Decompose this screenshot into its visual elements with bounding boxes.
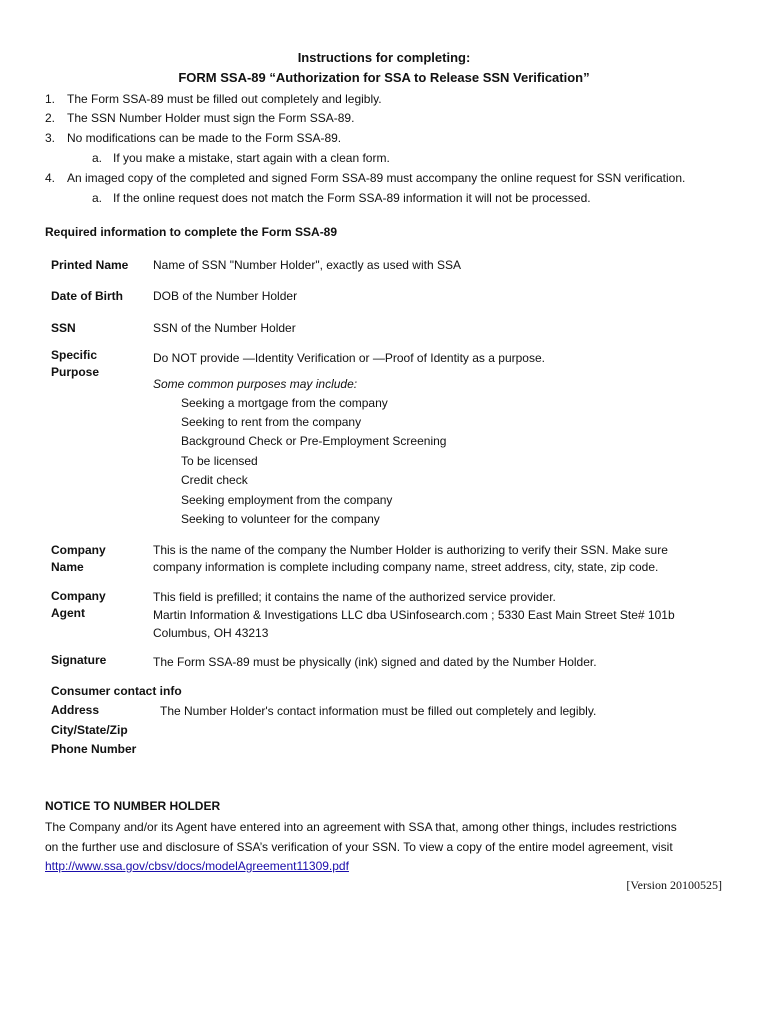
- notice-text-line-2: on the further use and disclosure of SSA’s verification of your SSN. To view a copy of the entire model agreement, visit: [45, 840, 673, 854]
- field-label-ssn: SSN: [51, 321, 76, 335]
- field-desc-company-name-2: company information is complete including company name, street address, city, state, zip code.: [153, 560, 659, 574]
- instruction-number: 2.: [45, 111, 56, 125]
- instruction-sub-text: If you make a mistake, start again with a clean form.: [113, 151, 390, 165]
- contact-label-address: Address: [51, 703, 100, 717]
- instruction-number: 4.: [45, 171, 56, 185]
- field-label-dob: Date of Birth: [51, 289, 123, 303]
- title-line-2: FORM SSA-89 “Authorization for SSA to Release SSN Verification”: [178, 70, 590, 85]
- field-label-purpose-2: Purpose: [51, 365, 100, 379]
- field-label-signature: Signature: [51, 653, 107, 667]
- list-item: To be licensed: [181, 454, 258, 468]
- instruction-sub-text: If the online request does not match the Form SSA-89 information it will not be processed.: [113, 191, 591, 205]
- instruction-number: 1.: [45, 92, 56, 106]
- field-label-purpose-1: Specific: [51, 348, 98, 362]
- contact-label-city-state-zip: City/State/Zip: [51, 723, 128, 737]
- field-desc-company-agent-1: This field is prefilled; it contains the name of the authorized service provider.: [153, 590, 556, 604]
- field-label-company-name-1: Company: [51, 543, 106, 557]
- field-desc-company-name-1: This is the name of the company the Number Holder is authorizing to verify their SSN. Make sure: [153, 543, 668, 557]
- common-purposes-intro: Some common purposes may include:: [153, 377, 358, 391]
- field-desc-signature: The Form SSA-89 must be physically (ink) signed and dated by the Number Holder.: [153, 655, 597, 669]
- list-item: Background Check or Pre-Employment Screening: [181, 434, 447, 448]
- field-desc-contact: The Number Holder's contact information must be filled out completely and legibly.: [160, 704, 597, 718]
- list-item: Seeking employment from the company: [181, 493, 393, 507]
- model-agreement-link[interactable]: http://www.ssa.gov/cbsv/docs/modelAgreement11309.pdf: [45, 859, 349, 873]
- notice-heading: NOTICE TO NUMBER HOLDER: [45, 799, 221, 813]
- field-desc-company-agent-2: Martin Information & Investigations LLC dba USinfosearch.com ; 5330 East Main Street Ste# 101b: [153, 608, 675, 622]
- field-desc-ssn: SSN of the Number Holder: [153, 321, 296, 335]
- field-label-company-agent-2: Agent: [51, 606, 85, 620]
- instruction-sub-letter: a.: [92, 151, 103, 165]
- field-desc-dob: DOB of the Number Holder: [153, 289, 298, 303]
- list-item: Credit check: [181, 473, 248, 487]
- title-line-1: Instructions for completing:: [297, 50, 471, 65]
- required-info-heading: Required information to complete the Form SSA-89: [45, 225, 338, 239]
- instruction-text: The SSN Number Holder must sign the Form SSA-89.: [67, 111, 355, 125]
- notice-text-line-1: The Company and/or its Agent have entered into an agreement with SSA that, among other things, includes restrictions: [45, 820, 677, 834]
- instruction-text: No modifications can be made to the Form SSA-89.: [67, 131, 342, 145]
- field-label-company-agent-1: Company: [51, 589, 106, 603]
- instruction-text: The Form SSA-89 must be filled out completely and legibly.: [67, 92, 382, 106]
- list-item: Seeking to volunteer for the company: [181, 512, 380, 526]
- field-desc-purpose: Do NOT provide —Identity Verification or —Proof of Identity as a purpose.: [153, 351, 545, 365]
- version-label: [Version 20100525]: [626, 878, 722, 892]
- field-desc-company-agent-3: Columbus, OH 43213: [153, 626, 269, 640]
- list-item: Seeking to rent from the company: [181, 415, 362, 429]
- contact-info-heading: Consumer contact info: [51, 684, 182, 698]
- field-desc-printed-name: Name of SSN "Number Holder", exactly as used with SSA: [153, 258, 461, 272]
- list-item: Seeking a mortgage from the company: [181, 396, 388, 410]
- instruction-text: An imaged copy of the completed and signed Form SSA-89 must accompany the online request for SSN verification.: [67, 171, 686, 185]
- field-label-company-name-2: Name: [51, 560, 84, 574]
- instruction-number: 3.: [45, 131, 56, 145]
- field-label-printed-name: Printed Name: [51, 258, 129, 272]
- instruction-sub-letter: a.: [92, 191, 103, 205]
- contact-label-phone: Phone Number: [51, 742, 137, 756]
